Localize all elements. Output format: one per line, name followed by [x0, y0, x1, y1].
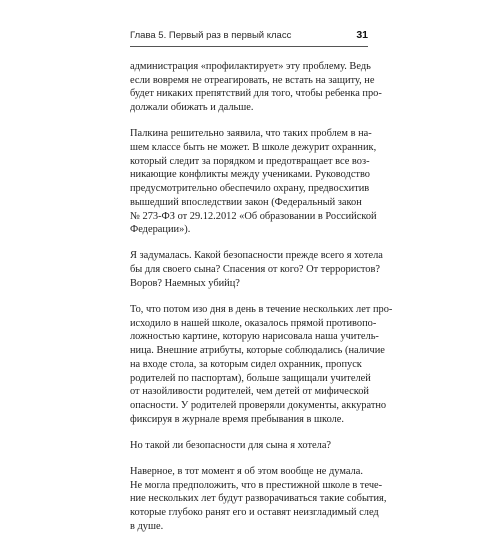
- body-text: [130, 60, 393, 546]
- text-line: в душе.: [130, 520, 164, 532]
- paragraph-4: [130, 303, 393, 426]
- chapter-title: Глава 5. Первый раз в первый класс: [130, 30, 292, 41]
- text-line: администрация «профилактирует» эту проблему. Ведь: [130, 61, 371, 72]
- text-line: Я задумалась. Какой безопасности прежде всего я хотела: [130, 250, 383, 262]
- text-line: от назойливости родителей, чем детей от мифической: [130, 386, 369, 398]
- text-line: будет никаких препятствий для того, чтобы ребенка про-: [130, 88, 382, 100]
- text-line: фиксируя в журнале время пребывания в школе.: [130, 413, 345, 425]
- text-line: исходило в нашей школе, оказалось прямой противопо-: [130, 317, 377, 329]
- text-line: никающие конфликты между учениками. Руководство: [130, 169, 371, 181]
- paragraph-3: [130, 249, 383, 290]
- text-line: ние нескольких лет будут разворачиваться такие события,: [130, 493, 387, 505]
- text-line: родителей по паспортам), больше защищали учителей: [130, 372, 371, 384]
- paragraph-2: [130, 127, 375, 237]
- text-line: бы для своего сына? Спасения от кого? От террористов?: [130, 264, 381, 276]
- text-line: Воров? Наемных убийц?: [130, 277, 240, 289]
- text-line: То, что потом изо дня в день в течение нескольких лет про-: [130, 304, 393, 316]
- text-line: который следит за порядком и предотвращает все воз-: [130, 155, 370, 167]
- header-divider: [130, 46, 368, 47]
- text-line: Федерации»).: [130, 224, 191, 236]
- text-line: опасности. У родителей проверяли документы, аккуратно: [130, 399, 387, 411]
- text-line: Наверное, в тот момент я об этом вообще не думала.: [130, 466, 363, 478]
- paragraph-6: [130, 465, 387, 534]
- paragraph-5: [130, 439, 375, 453]
- text-line: вышедший впоследствии закон (Федеральный закон: [130, 196, 362, 208]
- text-line: Но такой ли безопасности для сына я хотела?: [130, 439, 332, 451]
- page-number: 31: [356, 29, 368, 41]
- text-line: ница. Внешние атрибуты, которые соблюдались (наличие: [130, 345, 385, 357]
- text-line: шем классе быть не может. В школе дежурит охранник,: [130, 142, 377, 154]
- paragraph-1: [130, 60, 382, 115]
- text-line: предусмотрительно обеспечило охрану, предвосхитив: [130, 183, 370, 195]
- text-line: Не могла предположить, что в престижной школе в тече-: [130, 479, 383, 491]
- text-line: ложностью картине, которую нарисовала наша учитель-: [130, 331, 379, 343]
- text-line: которые глубоко ранят его и оставят неизгладимый след: [130, 507, 379, 519]
- text-line: № 273-ФЗ от 29.12.2012 «Об образовании в Российской: [130, 210, 377, 222]
- text-line: если вовремя не отреагировать, не встать на защиту, не: [130, 74, 375, 86]
- text-line: на входе стола, за которым сидел охранник, пропуск: [130, 358, 362, 370]
- running-header: [130, 30, 368, 44]
- text-line: должали обижать и дальше.: [130, 102, 254, 114]
- text-line: Палкина решительно заявила, что таких проблем в на-: [130, 128, 372, 140]
